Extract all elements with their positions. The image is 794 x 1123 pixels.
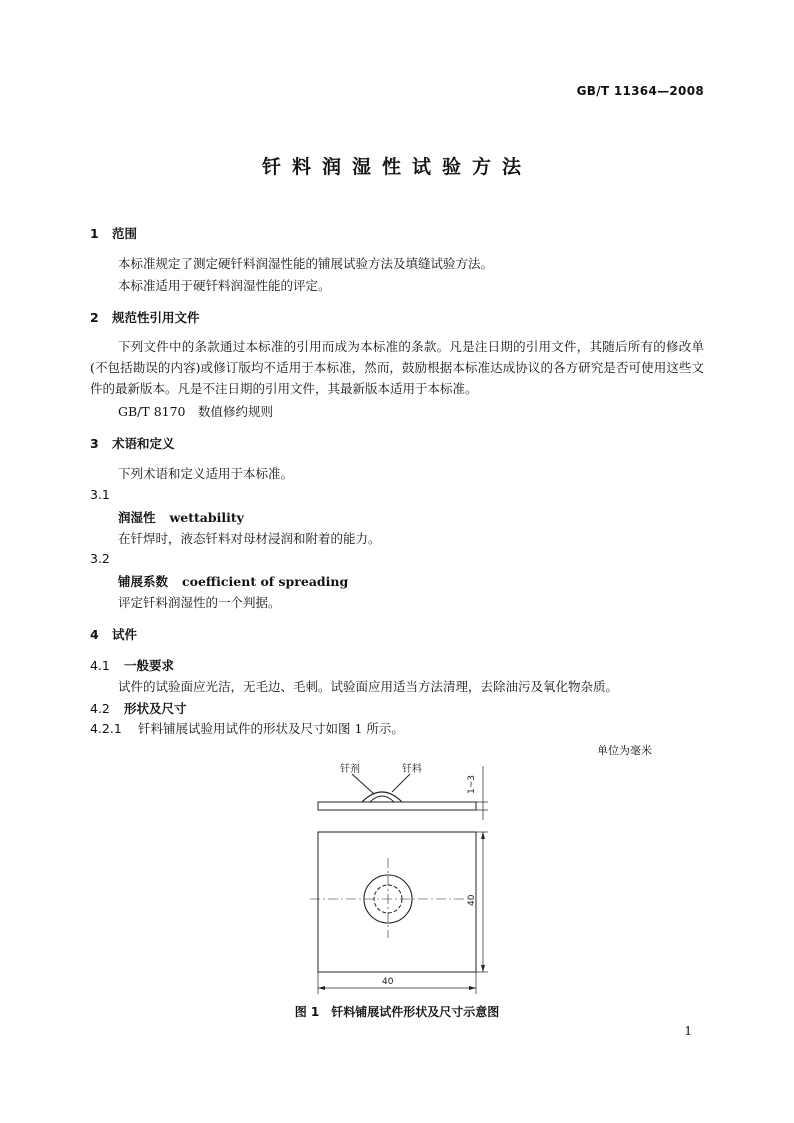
section-1-heading <box>90 224 137 242</box>
term-3-2-number: 3.2 <box>90 551 110 566</box>
section-2-heading <box>90 308 200 326</box>
term-3-1-number: 3.1 <box>90 487 110 502</box>
section-number: 4.1 <box>90 658 110 673</box>
standard-code: GB/T 11364—2008 <box>576 84 704 98</box>
section-3-paragraph: 下列术语和定义适用于本标准。 <box>118 466 294 481</box>
section-1-paragraph-2: 本标准适用于硬钎料润湿性能的评定。 <box>118 278 331 293</box>
section-title: 一般要求 <box>124 658 175 673</box>
term-chinese: 润湿性 <box>118 510 156 525</box>
section-number: 1 <box>90 226 99 241</box>
section-title: 范围 <box>112 226 138 241</box>
flux-bump <box>370 796 394 802</box>
section-number: 4.2 <box>90 701 110 716</box>
section-text: 钎料铺展试验用试件的形状及尺寸如图 1 所示。 <box>138 721 404 736</box>
section-3-heading <box>90 434 175 452</box>
leader-flux <box>352 774 374 794</box>
unit-note: 单位为毫米 <box>597 744 652 757</box>
section-title: 形状及尺寸 <box>124 701 187 716</box>
leader-filler <box>392 774 410 792</box>
dim-width-text: 40 <box>382 977 394 987</box>
label-flux: 钎剂 <box>340 764 360 775</box>
filler-bump <box>362 792 402 802</box>
section-title: 试件 <box>112 627 138 642</box>
figure-caption: 图 1 钎料铺展试件形状及尺寸示意图 <box>294 1005 500 1019</box>
section-4-1-heading <box>90 656 174 674</box>
section-number: 3 <box>90 436 99 451</box>
term-english: wettability <box>169 510 244 525</box>
term-3-1-definition: 在钎焊时，液态钎料对母材浸润和附着的能力。 <box>118 531 381 546</box>
term-english: coefficient of spreading <box>182 574 349 589</box>
section-4-1-paragraph: 试件的试验面应光洁，无毛边、毛刺。试验面应用适当方法清理，去除油污及氧化物杂质。 <box>118 679 619 694</box>
normative-reference: GB/T 8170 数值修约规则 <box>118 404 274 419</box>
term-3-1 <box>118 508 244 526</box>
section-number: 4 <box>90 627 99 642</box>
section-2-paragraph: 下列文件中的条款通过本标准的引用而成为本标准的条款。凡是注日期的引用文件，其随后所有的修改单(不包括勘误的内容)或修订版均不适用于本标准，然而，鼓励根据本标准达成协议的各方研究是否可使用这些文件的最新版本。凡是不注日期的引用文件，其最新版本适用于本标准。 <box>90 339 704 396</box>
section-4-2-heading <box>90 699 187 717</box>
plate-top-view <box>318 832 476 972</box>
section-number: 2 <box>90 310 99 325</box>
plate-side-view <box>318 802 476 810</box>
section-4-heading <box>90 625 137 643</box>
section-4-2-1 <box>90 719 404 738</box>
figure-1-drawing <box>300 758 500 998</box>
document-title: 钎料润湿性试验方法 <box>261 156 532 178</box>
term-chinese: 铺展系数 <box>118 574 169 589</box>
dim-height-text: 40 <box>467 894 477 906</box>
dim-thickness-text: 1~3 <box>467 775 477 794</box>
term-3-2 <box>118 572 348 590</box>
section-title: 规范性引用文件 <box>112 310 200 325</box>
page-number: 1 <box>684 1024 692 1038</box>
section-title: 术语和定义 <box>112 436 175 451</box>
term-3-2-definition: 评定钎料润湿性的一个判据。 <box>118 595 281 610</box>
label-filler: 钎料 <box>402 764 422 775</box>
section-1-paragraph-1: 本标准规定了测定硬钎料润湿性能的铺展试验方法及填缝试验方法。 <box>118 256 494 271</box>
section-number: 4.2.1 <box>90 721 122 736</box>
